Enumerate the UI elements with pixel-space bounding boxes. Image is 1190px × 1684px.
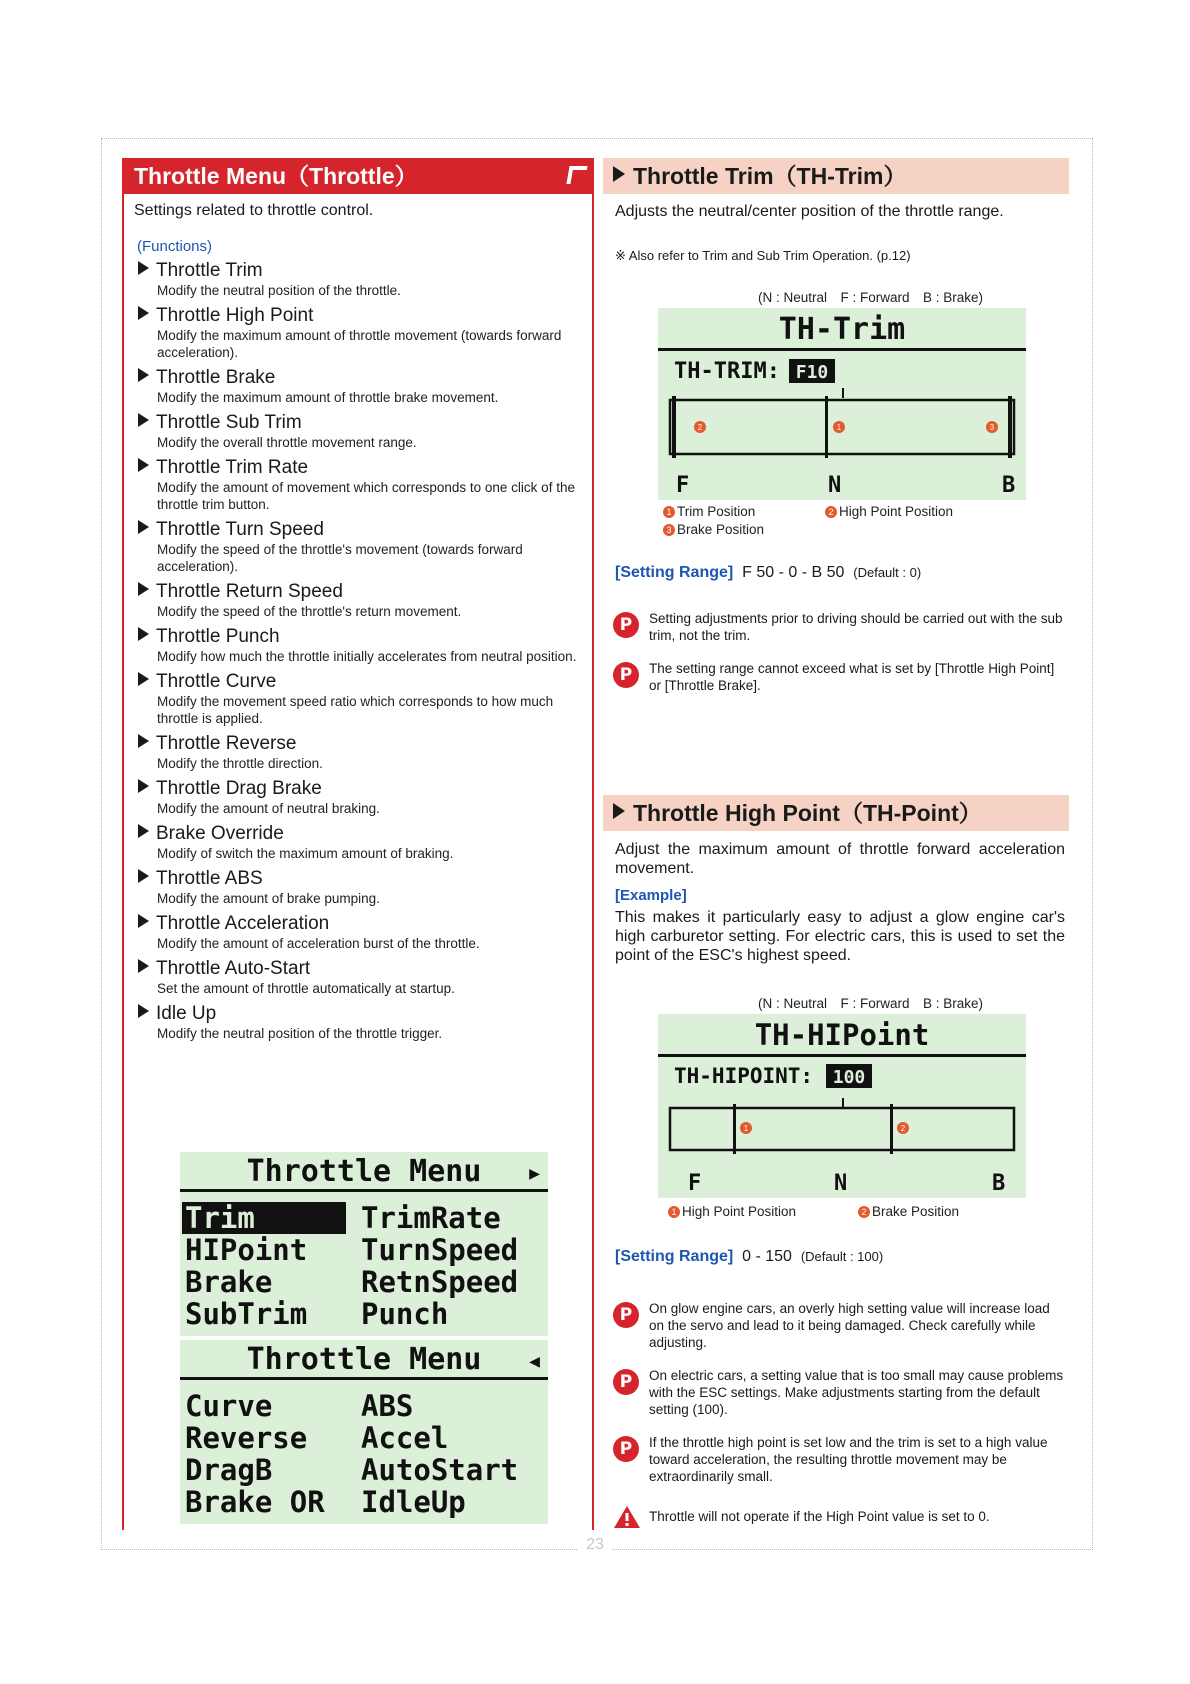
trim-reference: ※ Also refer to Trim and Sub Trim Operation. (p.12) (615, 248, 911, 263)
triangle-icon (138, 306, 149, 320)
hipoint-note-2: P On electric cars, a setting value that is too small may cause problems with the ESC settings. Make adjustments starting from the default setting (100). (613, 1367, 1067, 1418)
trim-description: Adjusts the neutral/center position of the throttle range. (615, 203, 1004, 220)
function-title: Throttle Trim Rate (138, 457, 588, 479)
function-title: Throttle Sub Trim (138, 412, 588, 434)
right-border (592, 158, 594, 1530)
example-label: [Example] (615, 887, 687, 904)
svg-text:3: 3 (989, 423, 995, 432)
function-description: Modify the amount of movement which corresponds to one click of the throttle trim button. (157, 480, 575, 512)
next-page-icon: ▶ (529, 1163, 540, 1184)
hipoint-lcd-screen (658, 1014, 1026, 1198)
triangle-icon (138, 520, 149, 534)
function-description: Modify of switch the maximum amount of braking. (157, 846, 454, 861)
menu-item[interactable]: SubTrim (185, 1297, 308, 1331)
lcd-label: TH-HIPOINT: (674, 1064, 814, 1088)
triangle-icon (138, 458, 149, 472)
function-item (138, 958, 588, 997)
function-description: Modify the neutral position of the throttle. (157, 283, 401, 298)
menu-grid (182, 1202, 546, 1330)
menu-item[interactable]: DragB (185, 1453, 273, 1487)
function-description: Modify the amount of neutral braking. (157, 801, 380, 816)
lcd-title: TH-Trim (778, 312, 906, 347)
menu-item[interactable]: Trim (182, 1202, 346, 1234)
function-title: Throttle Acceleration (138, 913, 588, 935)
marker-f: F (676, 473, 690, 498)
menu-item[interactable]: RetnSpeed (361, 1265, 519, 1299)
throttle-menu-screen-1 (180, 1152, 548, 1336)
function-description: Modify the overall throttle movement range. (157, 435, 417, 450)
function-item (138, 626, 588, 665)
menu-item[interactable]: Brake (185, 1265, 273, 1299)
svg-text:1: 1 (743, 1124, 749, 1133)
function-description: Modify the movement speed ratio which corresponds to how much throttle is applied. (157, 694, 554, 726)
function-item (138, 519, 588, 575)
svg-text:2: 2 (697, 423, 703, 432)
triangle-icon (138, 413, 149, 427)
function-title: Throttle ABS (138, 868, 588, 890)
menu-item[interactable]: Accel (361, 1421, 449, 1455)
menu-item[interactable]: TurnSpeed (361, 1233, 519, 1267)
triangle-icon (138, 914, 149, 928)
function-item (138, 671, 588, 727)
lcd-value: 100 (832, 1067, 866, 1088)
function-item (138, 733, 588, 772)
function-description: Modify the maximum amount of throttle brake movement. (157, 390, 499, 405)
function-list (138, 260, 588, 1048)
throttle-menu-screen-2 (180, 1340, 548, 1524)
function-description: Modify the amount of brake pumping. (157, 891, 380, 906)
hipoint-legend-top: (N : Neutral F : Forward B : Brake) (758, 996, 984, 1011)
triangle-icon (138, 959, 149, 973)
function-item (138, 412, 588, 451)
function-item (138, 823, 588, 862)
function-item (138, 913, 588, 952)
hipoint-setting-range: [Setting Range] 0 - 150 (Default : 100) (615, 1248, 884, 1265)
hipoint-header: Throttle High Point（TH-Point） (603, 795, 1069, 831)
marker-b: B (992, 1171, 1006, 1196)
function-item (138, 778, 588, 817)
marker-f: F (688, 1171, 702, 1196)
menu-item[interactable]: ABS (361, 1389, 414, 1423)
function-description: Modify the maximum amount of throttle movement (towards forward acceleration). (157, 328, 562, 360)
function-description: Modify the speed of the throttle's movement (towards forward acceleration). (157, 542, 523, 574)
triangle-icon (138, 779, 149, 793)
function-title: Throttle Curve (138, 671, 588, 693)
function-title: Throttle Trim (138, 260, 588, 282)
function-description: Modify the speed of the throttle's return movement. (157, 604, 462, 619)
triangle-icon (138, 672, 149, 686)
function-item (138, 1003, 588, 1042)
triangle-icon (138, 869, 149, 883)
trim-legend-top: (N : Neutral F : Forward B : Brake) (758, 290, 984, 305)
lcd-value: F10 (795, 362, 829, 383)
function-item (138, 260, 588, 299)
trim-header: Throttle Trim（TH-Trim） (603, 158, 1069, 194)
point-icon: P (613, 1369, 639, 1395)
legend-brake-position: 3 Brake Position (663, 522, 764, 537)
point-icon: P (613, 662, 639, 688)
page-number: 23 (0, 1536, 1190, 1554)
triangle-icon (138, 582, 149, 596)
function-item (138, 305, 588, 361)
marker-n: N (828, 473, 842, 498)
function-description: Modify the throttle direction. (157, 756, 323, 771)
function-title: Throttle Return Speed (138, 581, 588, 603)
point-icon: P (613, 1302, 639, 1328)
lcd-label: TH-TRIM: (674, 359, 780, 384)
trim-setting-range: [Setting Range] F 50 - 0 - B 50 (Default : 0) (615, 564, 922, 581)
triangle-icon (138, 261, 149, 275)
triangle-icon (613, 166, 625, 182)
prev-page-icon: ◀ (529, 1351, 540, 1372)
menu-item[interactable]: Punch (361, 1297, 449, 1331)
trim-note-2: P The setting range cannot exceed what is set by [Throttle High Point] or [Throttle Brake]. (613, 660, 1067, 694)
function-title: Throttle Punch (138, 626, 588, 648)
triangle-icon (613, 803, 625, 819)
example-text: This makes it particularly easy to adjust a glow engine car's high carburetor setting. For electric cars, this is used to set the point of the ESC's highest speed. (615, 909, 1065, 964)
menu-item[interactable]: Reverse (185, 1421, 308, 1455)
function-description: Modify the neutral position of the throttle trigger. (157, 1026, 443, 1041)
function-title: Throttle Auto-Start (138, 958, 588, 980)
menu-item[interactable]: HIPoint (185, 1233, 308, 1267)
left-border (122, 158, 124, 1530)
function-item (138, 868, 588, 907)
menu-item[interactable]: Brake OR (185, 1485, 325, 1519)
trim-lcd-screen (658, 308, 1026, 500)
menu-item[interactable]: IdleUp (361, 1485, 466, 1519)
trim-note-1: P Setting adjustments prior to driving should be carried out with the sub trim, not the trim. (613, 610, 1067, 644)
hipoint-warning: Throttle will not operate if the High Point value is set to 0. (613, 1508, 990, 1525)
warning-icon (613, 1505, 641, 1529)
function-description: Modify the amount of acceleration burst of the throttle. (157, 936, 480, 951)
function-title: Brake Override (138, 823, 588, 845)
triangle-icon (138, 734, 149, 748)
legend-high-point-position: 1 High Point Position (668, 1204, 796, 1219)
hipoint-description: Adjust the maximum amount of throttle forward acceleration movement. (615, 841, 1065, 877)
marker-n: N (834, 1171, 848, 1196)
lcd-title: TH-HIPoint (754, 1018, 930, 1052)
svg-text:2: 2 (900, 1124, 906, 1133)
triangle-icon (138, 627, 149, 641)
menu-item[interactable]: TrimRate (361, 1201, 501, 1235)
throttle-trim-section (603, 158, 1069, 1530)
point-icon: P (613, 1436, 639, 1462)
legend-high-point-position: 2 High Point Position (825, 504, 953, 519)
menu-item[interactable]: AutoStart (361, 1453, 519, 1487)
function-title: Idle Up (138, 1003, 588, 1025)
triangle-icon (138, 368, 149, 382)
function-description: Set the amount of throttle automatically at startup. (157, 981, 455, 996)
legend-brake-position: 2 Brake Position (858, 1204, 959, 1219)
function-item (138, 457, 588, 513)
intro-text: Settings related to throttle control. (134, 202, 374, 219)
function-title: Throttle Reverse (138, 733, 588, 755)
triangle-icon (138, 1004, 149, 1018)
svg-text:1: 1 (836, 423, 842, 432)
triangle-icon (138, 824, 149, 838)
function-description: Modify how much the throttle initially accelerates from neutral position. (157, 649, 577, 664)
hipoint-note-3: P If the throttle high point is set low and the trim is set to a high value toward acceleration, the resulting throttle movement may be extraordinarily small. (613, 1434, 1067, 1485)
function-item (138, 367, 588, 406)
menu-title: Throttle Menu (180, 1340, 548, 1380)
function-title: Throttle High Point (138, 305, 588, 327)
hipoint-note-1: P On glow engine cars, an overly high setting value will increase load on the servo and lead to it being damaged. Check carefully while adjusting. (613, 1300, 1067, 1351)
function-item (138, 581, 588, 620)
point-icon: P (613, 612, 639, 638)
section-header: Throttle Menu（Throttle） (122, 158, 594, 194)
corner-icon (566, 166, 587, 184)
marker-b: B (1002, 473, 1016, 498)
function-title: Throttle Brake (138, 367, 588, 389)
menu-title: Throttle Menu (180, 1152, 548, 1192)
function-title: Throttle Drag Brake (138, 778, 588, 800)
menu-item[interactable]: Curve (185, 1389, 273, 1423)
legend-trim-position: 1 Trim Position (663, 504, 755, 519)
menu-grid (182, 1390, 546, 1518)
functions-label: (Functions) (137, 238, 213, 255)
function-title: Throttle Turn Speed (138, 519, 588, 541)
